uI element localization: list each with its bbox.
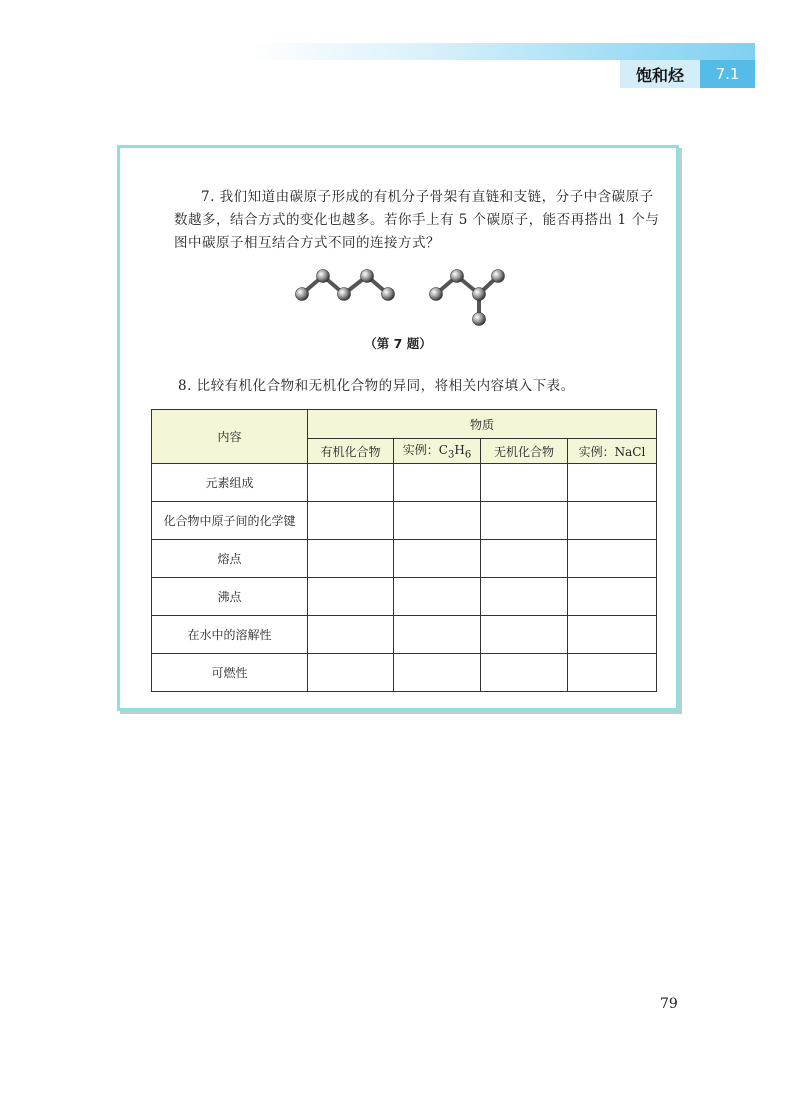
answer-cell[interactable] <box>568 502 657 540</box>
answer-cell[interactable] <box>568 578 657 616</box>
column-header: 有机化合物 <box>308 439 394 464</box>
table-row <box>152 464 657 502</box>
table-row <box>152 578 657 616</box>
answer-cell[interactable] <box>308 540 394 578</box>
comparison-table <box>151 409 657 692</box>
answer-cell[interactable] <box>308 654 394 692</box>
row-label: 熔点 <box>152 540 308 578</box>
row-label: 在水中的溶解性 <box>152 616 308 654</box>
question-8: 8. 比较有机化合物和无机化合物的异同，将相关内容填入下表。 <box>178 378 575 394</box>
straight-chain-molecule <box>296 270 395 301</box>
answer-cell[interactable] <box>481 540 568 578</box>
answer-cell[interactable] <box>394 654 481 692</box>
question-7-text: 7. 我们知道由碳原子形成的有机分子骨架有直链和支链，分子中含碳原子数越多，结合方式的变化也越多。若你手上有 5 个碳原子，能否再搭出 1 个与图中碳原子相互结合方式不同的连接方式？ <box>174 189 660 251</box>
carbon-chain-figure <box>292 263 512 333</box>
table-row <box>152 654 657 692</box>
answer-cell[interactable] <box>568 654 657 692</box>
answer-cell[interactable] <box>308 616 394 654</box>
answer-cell[interactable] <box>481 654 568 692</box>
answer-cell[interactable] <box>394 616 481 654</box>
table-row <box>152 502 657 540</box>
answer-cell[interactable] <box>481 616 568 654</box>
table-row <box>152 540 657 578</box>
answer-cell[interactable] <box>308 464 394 502</box>
answer-cell[interactable] <box>308 578 394 616</box>
row-label: 可燃性 <box>152 654 308 692</box>
column-header-example-organic: 实例：$C_3H_6$ <box>394 439 481 464</box>
chapter-title: 饱和烃 <box>620 60 700 88</box>
table-row <box>152 616 657 654</box>
answer-cell[interactable] <box>568 464 657 502</box>
exercise-card <box>117 145 679 711</box>
answer-cell[interactable] <box>568 540 657 578</box>
answer-cell[interactable] <box>481 578 568 616</box>
chapter-number: 7.1 <box>700 60 755 88</box>
figure-caption: （第 7 题） <box>364 336 432 351</box>
table-corner-header: 内容 <box>152 410 308 464</box>
answer-cell[interactable] <box>394 540 481 578</box>
row-label: 元素组成 <box>152 464 308 502</box>
question-7 <box>174 186 662 255</box>
table-group-header: 物质 <box>308 410 657 439</box>
answer-cell[interactable] <box>568 616 657 654</box>
column-header: 实例：NaCl <box>568 439 657 464</box>
column-header: 无机化合物 <box>481 439 568 464</box>
answer-cell[interactable] <box>308 502 394 540</box>
answer-cell[interactable] <box>394 464 481 502</box>
answer-cell[interactable] <box>481 502 568 540</box>
row-label: 化合物中原子间的化学键 <box>152 502 308 540</box>
page-number: 79 <box>660 996 678 1012</box>
answer-cell[interactable] <box>394 502 481 540</box>
answer-cell[interactable] <box>394 578 481 616</box>
header-gradient-bar <box>250 43 755 60</box>
branched-chain-molecule <box>430 270 505 326</box>
answer-cell[interactable] <box>481 464 568 502</box>
chapter-header <box>620 60 755 88</box>
row-label: 沸点 <box>152 578 308 616</box>
